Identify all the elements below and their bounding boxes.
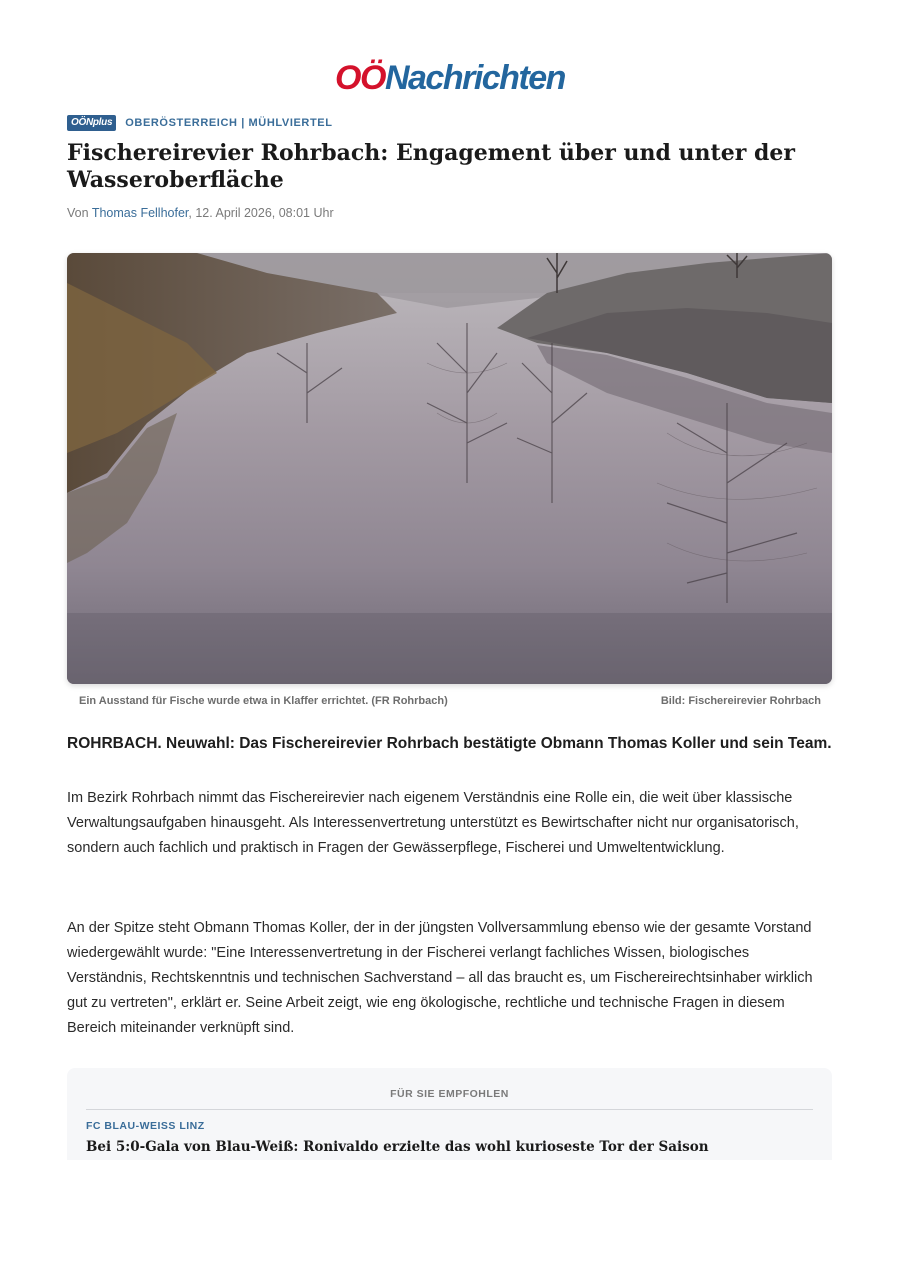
article-lead: ROHRBACH. Neuwahl: Das Fischereirevier Rohrbach bestätigte Obmann Thomas Koller und sein Team. [67, 735, 832, 752]
image-caption: Ein Ausstand für Fische wurde etwa in Klaffer errichtet. (FR Rohrbach) [79, 695, 448, 707]
river-photo[interactable] [67, 253, 832, 684]
river-photo-image [67, 253, 832, 684]
recommended-kicker[interactable]: FC BLAU-WEISS LINZ [86, 1120, 205, 1132]
article-paragraph: Im Bezirk Rohrbach nimmt das Fischereirevier nach eigenem Verständnis eine Rolle ein, die weit über klassische Verwaltungsaufgaben hinausgeht. Als Interessenvertretung unterstützt es Bewirtschafter nicht nur organisatorisch, sondern auch fachlich und praktisch in Fragen der Gewässerpflege, Fischerei und Umweltentwicklung. [67, 790, 799, 856]
plus-badge: OÖNplus [67, 115, 116, 131]
image-credit: Bild: Fischereirevier Rohrbach [660, 695, 821, 707]
recommended-divider [86, 1109, 813, 1110]
category-breadcrumb[interactable]: OBERÖSTERREICH | MÜHLVIERTEL [125, 117, 333, 129]
logo-part-oo: OÖ [335, 59, 385, 97]
byline [67, 206, 334, 220]
recommended-heading: FÜR SIE EMPFOHLEN [390, 1088, 509, 1100]
site-logo[interactable] [0, 58, 900, 98]
article-title: Fischereirevier Rohrbach: Engagement über und unter der Wasseroberfläche [67, 140, 795, 193]
recommended-article-link[interactable]: Bei 5:0-Gala von Blau-Weiß: Ronivaldo erzielte das wohl kurioseste Tor der Saison [86, 1139, 709, 1155]
recommended-box [67, 1068, 832, 1160]
publish-date: , 12. April 2026, 08:01 Uhr [188, 206, 334, 220]
logo-part-nachrichten: Nachrichten [384, 59, 565, 97]
image-caption-row [79, 695, 821, 707]
article-paragraph: An der Spitze steht Obmann Thomas Koller, der in der jüngsten Vollversammlung ebenso wie der gesamte Vorstand wiedergewählt wurde: "Eine Interessenvertretung in der Fischerei verlangt fachliches Wissen, biologisches Verständnis, Rechtskenntnis und technischen Sachverstand – all das braucht es, um Fischereirechtsinhaber wirklich gut zu vertreten", erklärt er. Seine Arbeit zeigt, wie eng ökologische, rechtliche und technische Fragen in diesem Bereich miteinander verknüpft sind. [67, 920, 813, 1036]
author-link[interactable]: Thomas Fellhofer [91, 206, 189, 220]
byline-prefix: Von [67, 206, 92, 220]
article-kicker [67, 114, 333, 132]
